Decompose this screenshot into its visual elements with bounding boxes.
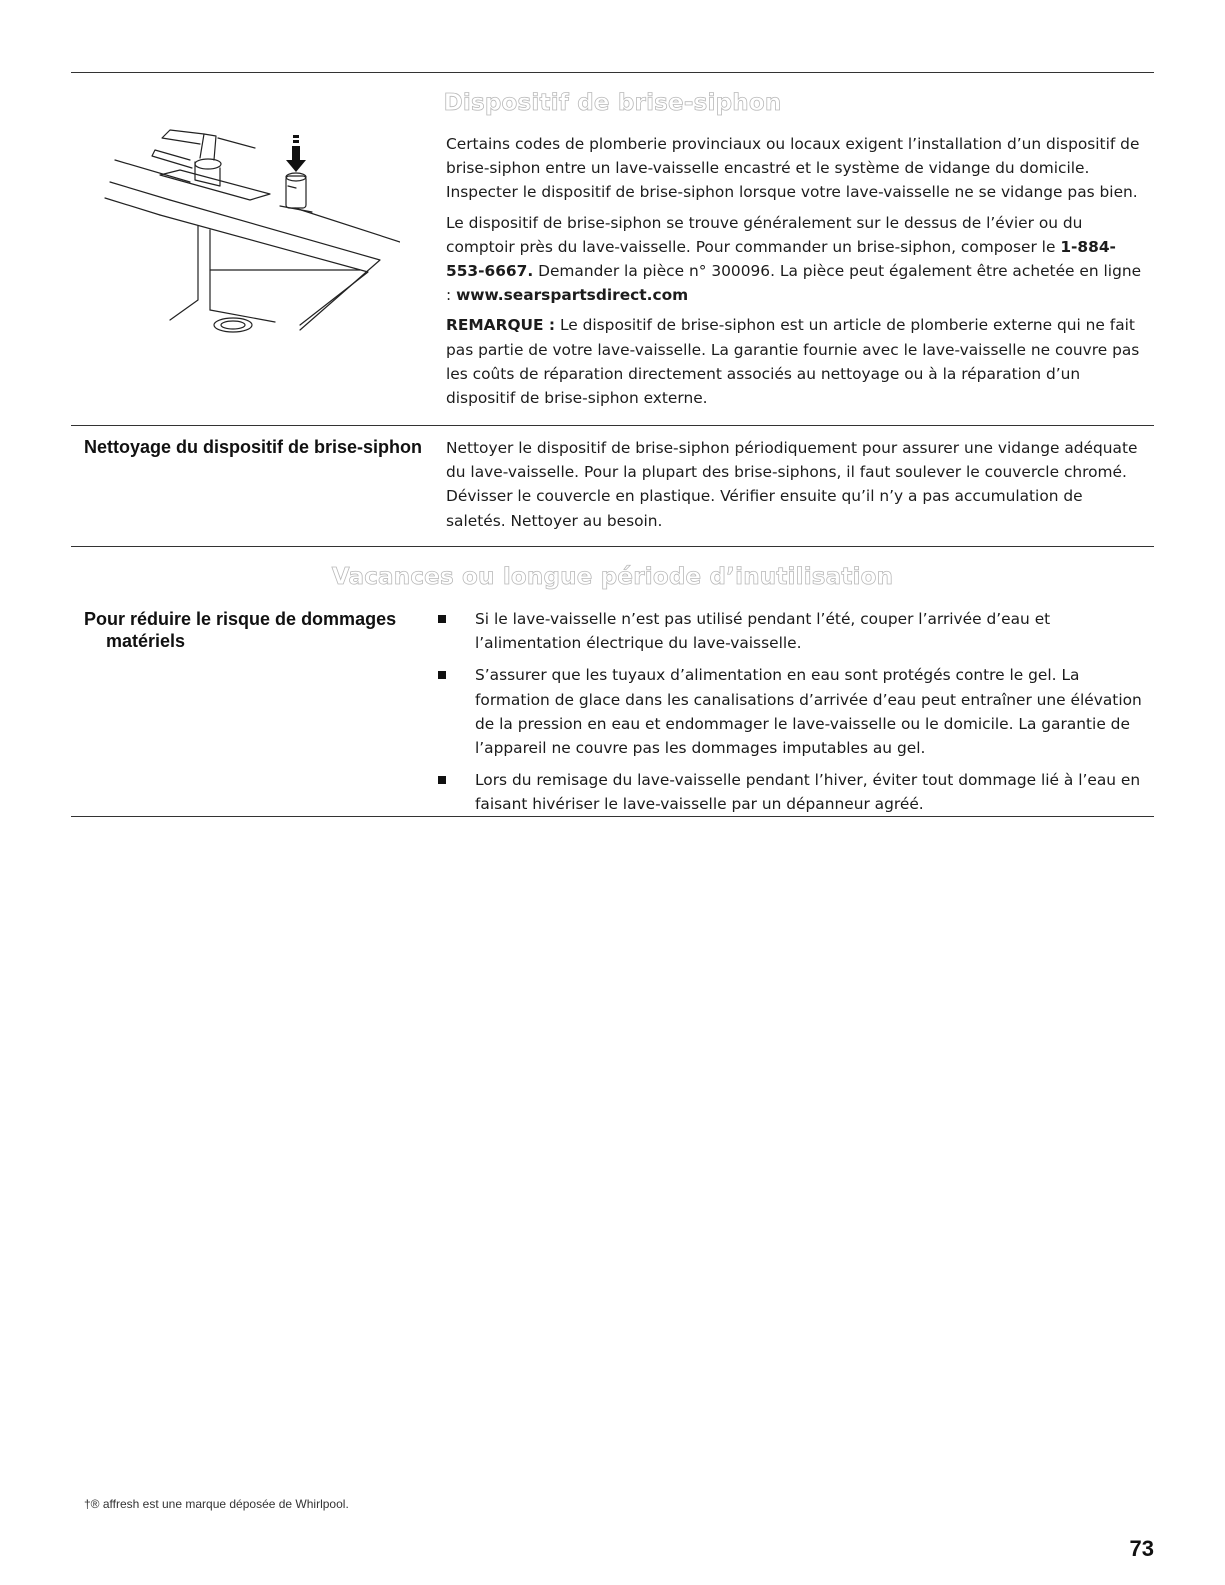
sink-air-gap-illustration — [100, 120, 400, 345]
phone-number: 1-884-553-6667. — [446, 237, 1116, 281]
top-rule — [71, 72, 1154, 73]
divider-rule — [71, 425, 1154, 426]
note-text: Le dispositif de brise-siphon est un article de plomberie externe qui ne fait pas partie de votre lave-vaisselle. La garantie fournie avec le lave-vaisselle ne couvre pas les coûts de réparation directement associés au nettoyage ou à la réparation d’un dispositif de brise-siphon externe. — [446, 316, 1140, 408]
note-label: REMARQUE : — [446, 316, 556, 335]
air-gap-p2-intro: Le dispositif de brise-siphon se trouve généralement sur le dessus de l’évier ou du comptoir près du lave-vaisselle. Pour commander un brise-siphon, composer le — [446, 213, 1083, 256]
section-title-vacation: Vacances ou longue période d’inutilisation — [331, 564, 894, 590]
vacation-bullet-list — [436, 607, 1156, 825]
square-bullet-icon — [438, 671, 446, 679]
bottom-rule — [71, 816, 1154, 817]
bullet-text: Si le lave-vaisselle n’est pas utilisé pendant l’été, couper l’arrivée d’eau et l’alimentation électrique du lave-vaisselle. — [475, 610, 1051, 653]
website-link[interactable]: www.searspartsdirect.com — [456, 286, 689, 305]
bullet-text: Lors du remisage du lave-vaisselle pendant l’hiver, éviter tout dommage lié à l’eau en faisant hivériser le lave-vaisselle par un dépanneur agréé. — [475, 771, 1141, 814]
air-gap-paragraph-2 — [446, 211, 1146, 308]
list-item — [436, 663, 1156, 760]
air-gap-paragraph-1: Certains codes de plomberie provinciaux ou locaux exigent l’installation d’un dispositif de brise-siphon entre un lave-vaisselle encastré et le système de vidange du domicile. Inspecter le dispositif de brise-siphon lorsque votre lave-vaisselle ne se vidange pas bien. — [446, 135, 1140, 202]
page-number: 73 — [1129, 1536, 1154, 1561]
list-item — [436, 607, 1156, 655]
square-bullet-icon — [438, 615, 446, 623]
vacation-heading: Pour réduire le risque de dommages matériels — [84, 609, 397, 651]
cleaning-heading: Nettoyage du dispositif de brise-siphon — [84, 437, 423, 457]
bullet-text: S’assurer que les tuyaux d’alimentation en eau sont protégés contre le gel. La formation de glace dans les canalisations d’arrivée d’eau peut entraîner une élévation de la pression en eau et endommager le lave-vaisselle ou le domicile. La garantie de l’appareil ne couvre pas les dommages imputables au gel. — [475, 666, 1142, 758]
cleaning-text: Nettoyer le dispositif de brise-siphon périodiquement pour assurer une vidange adéquate du lave-vaisselle. Pour la plupart des brise-siphons, il faut soulever le couvercle chromé. Dévisser le couvercle en plastique. Vérifier ensuite qu’il n’y a pas accumulation de saletés. Nettoyer au besoin. — [446, 439, 1138, 530]
list-item — [436, 768, 1156, 816]
footnote: †® affresh est une marque déposée de Whirlpool. — [84, 1497, 349, 1511]
divider-rule — [71, 546, 1154, 547]
square-bullet-icon — [438, 776, 446, 784]
air-gap-p2-middle: Demander la pièce n° 300096. La pièce peut également être achetée en ligne : — [446, 262, 1142, 305]
cleaning-body — [446, 436, 1146, 539]
section-title-air-gap: Dispositif de brise-siphon — [443, 90, 782, 116]
air-gap-body — [446, 132, 1146, 416]
air-gap-note — [446, 313, 1146, 410]
